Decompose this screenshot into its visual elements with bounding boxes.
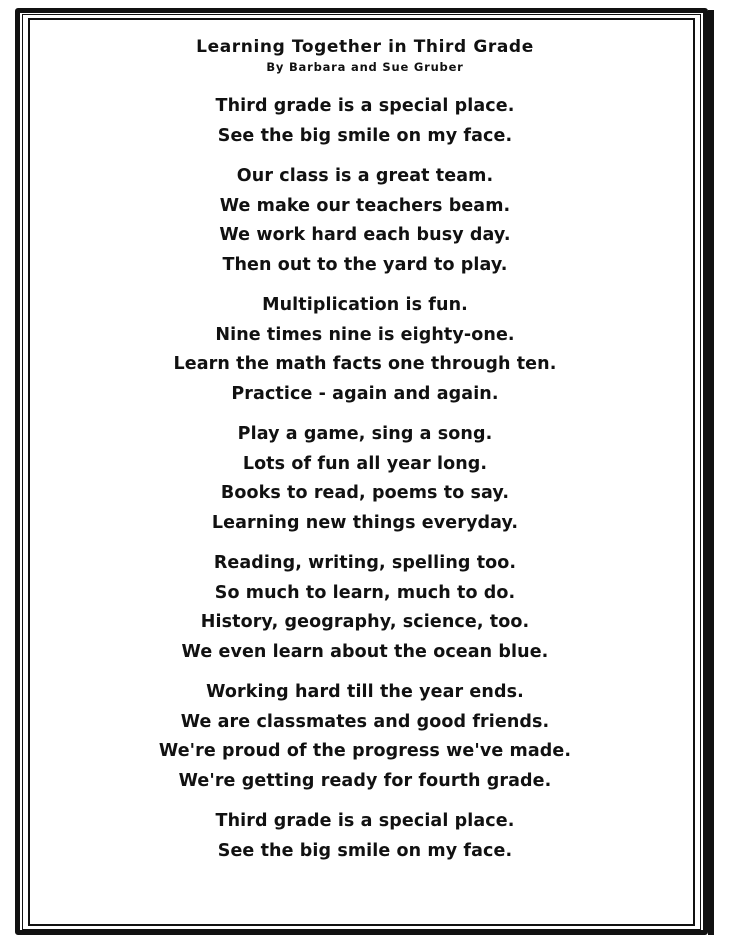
stanza-7	[30, 807, 700, 866]
poem-line: Books to read, poems to say.	[220, 483, 510, 503]
poem-line: History, geography, science, too.	[200, 612, 530, 632]
poem-line: So much to learn, much to do.	[214, 582, 516, 603]
poem-line: Then out to the yard to play.	[222, 254, 508, 275]
poem-line: Learning new things everyday.	[211, 512, 519, 533]
poem-line: Lots of fun all year long.	[242, 453, 488, 474]
poem-line: See the big smile on my face.	[217, 840, 513, 861]
poem-author: By Barbara and Sue Gruber	[266, 60, 464, 74]
poem-line: Third grade is a special place.	[215, 811, 515, 831]
stanza-3	[30, 291, 700, 409]
poem-line: Our class is a great team.	[236, 166, 494, 186]
stanza-4	[30, 420, 700, 538]
poem-line: Working hard till the year ends.	[206, 682, 524, 702]
poem-line: See the big smile on my face.	[217, 125, 513, 146]
page-border-shadow	[708, 10, 714, 935]
poem-line: We're getting ready for fourth grade.	[178, 770, 552, 791]
stanza-1	[30, 92, 700, 151]
poem-line: Practice - again and again.	[231, 383, 499, 404]
poem-line: Reading, writing, spelling too.	[213, 553, 517, 573]
poem-line: We even learn about the ocean blue.	[181, 641, 549, 662]
poem	[30, 36, 700, 866]
stanza-2	[30, 162, 700, 280]
poem-line: We are classmates and good friends.	[180, 711, 550, 732]
poem-line: Learn the math facts one through ten.	[173, 354, 557, 374]
stanza-5	[30, 549, 700, 667]
poem-line: Third grade is a special place.	[215, 96, 515, 116]
poem-line: We work hard each busy day.	[219, 225, 511, 245]
stanza-6	[30, 678, 700, 796]
poem-title: Learning Together in Third Grade	[196, 37, 534, 57]
poem-line: Nine times nine is eighty-one.	[215, 324, 515, 345]
poem-line: We're proud of the progress we've made.	[158, 741, 572, 761]
poem-line: We make our teachers beam.	[219, 195, 511, 216]
poem-line: Multiplication is fun.	[262, 295, 468, 315]
poem-line: Play a game, sing a song.	[237, 424, 493, 444]
